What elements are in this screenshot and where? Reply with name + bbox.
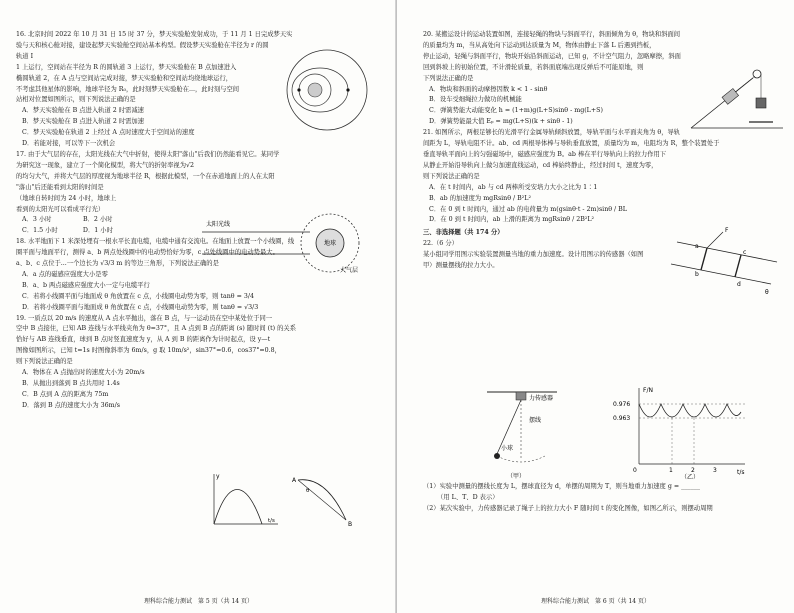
q16-option-b: B．梦天实验舱在 B 点进入轨道 2 时需加速 bbox=[22, 118, 145, 126]
tick-t3: 3 bbox=[713, 467, 717, 474]
q16-line: 站相对位置如图所示，则下列说法正确的是 bbox=[16, 96, 136, 104]
projectile-diagram bbox=[208, 470, 368, 530]
q22-part-1-note: （用 L、T、D 表示） bbox=[437, 493, 499, 501]
page-footer: 理科综合能力测试 第 6 页（共 14 页） bbox=[540, 598, 651, 605]
q20-option-a: A．物块和斜面的动摩擦因数 k < 1 - sinθ bbox=[429, 85, 548, 93]
q21-option-d: D．在 0 到 t 时间内，ab 上滑的距离为 mgRsinθ / 2B²L² bbox=[429, 216, 595, 224]
question-22-parts bbox=[423, 482, 781, 515]
force-F-label: F bbox=[725, 227, 729, 234]
rope-segment bbox=[735, 76, 755, 92]
q16-line: 椭圆轨道 2，在 A 点与空间站完成对接，梦天实验舱和空间站均绕地球运行， bbox=[16, 74, 233, 82]
q16-line: 验与天和核心舱对接，建设起梦天实验舱空间站基本构型。假设梦天实验舱在半径为 r 的圆轨道 I bbox=[16, 41, 269, 60]
q20-line: 回到斜坡上的初始位置，不计滑轮质量，若斜面底端出现反弹后不可能原地，则 bbox=[423, 63, 644, 71]
hanging-mass-M bbox=[756, 98, 766, 108]
right-page bbox=[397, 0, 794, 613]
q18-line: 圈平面与地面平行，测得 a、b 两点处线圈中的电动势恰好为零，c 点处线圈中的电动势最大。 bbox=[16, 249, 279, 257]
figure-yi-caption: （乙） bbox=[681, 474, 700, 480]
q18-option-b: B．a、b 两点磁感应强度大小一定与电缆平行 bbox=[22, 281, 150, 289]
tick-0976: 0.976 bbox=[613, 401, 631, 408]
y-t-curve bbox=[214, 490, 262, 525]
t-axis-label: t/s bbox=[268, 518, 275, 524]
q17-line: 为研究这一现象，建立了一个简化模型，将大气的折射率视为√2 bbox=[16, 161, 195, 169]
q21-option-b: B．ab 的加速度为 mgRsinθ / B²L² bbox=[429, 194, 532, 202]
q22-part-2: （2）某次实验中，力传感器记录了绳子上的拉力大小 F 随时间 t 的变化图像，如图乙所示，则摆动周期 bbox=[423, 504, 713, 512]
q19-line: 则下列说法正确的是 bbox=[16, 358, 73, 366]
point-b-label: B bbox=[348, 521, 353, 528]
rod-d-label: d bbox=[737, 281, 741, 288]
q17-option-d: D．1 小时 bbox=[82, 227, 113, 235]
q19-option-b: B．从抛出到落到 B 点共用时 1.4s bbox=[22, 380, 120, 387]
q19-line: 图像如图所示，已知 t=1s 时图像斜率为 6m/s，g 取 10m/s²，sin37°=0.6，cos37°=0.8， bbox=[16, 347, 281, 355]
tick-t1: 1 bbox=[669, 467, 673, 474]
tick-t2: 2 bbox=[691, 467, 695, 474]
q18-option-a: A．a 点的磁感应强度大小是零 bbox=[22, 270, 108, 278]
q20-line: 的质量均为 m，当从高处向下运动到达质量为 M，物体由静止下落 L 后遇到挡板， bbox=[423, 41, 656, 49]
q17-line: "落山"后还能看到太阳的时间是 bbox=[16, 183, 104, 191]
rod-c-label: c bbox=[743, 249, 747, 256]
force-curve bbox=[639, 404, 741, 417]
section-3-heading: 三、非选择题（共 174 分） bbox=[423, 229, 504, 237]
q19-line: 恰好与 AB 连线垂直，球到 B 点时竖直速度为 y，从 A 到 B 的距离作为计时起点，设 y—t bbox=[16, 336, 271, 344]
rod-a-label: a bbox=[695, 243, 699, 250]
incline-line bbox=[691, 78, 753, 128]
theta-label: θ bbox=[306, 488, 310, 494]
q18-line: 18. 水平地面下 1 米深处埋有一根水平长直电缆，电缆中通有交流电。在地面上放置一个小线圈，线 bbox=[16, 238, 295, 246]
line-label: 摆线 bbox=[529, 417, 542, 424]
incline-pulley-diagram bbox=[687, 56, 787, 136]
f-axis-label: F/N bbox=[643, 387, 653, 394]
q21-line: 间距为 L，导轨电阻不计。ab、cd 两根导体棒与导轨垂直放置，质量均为 m，电阻均为 R，整个装置处于 bbox=[423, 140, 720, 148]
theta-label: θ bbox=[765, 289, 769, 296]
rod-b-label: b bbox=[695, 271, 699, 278]
q16-option-c: C．梦天实验舱在轨道 2 上经过 A 点时速度大于空间站的速度 bbox=[22, 129, 195, 137]
rod-cd bbox=[735, 255, 741, 277]
rail-bottom bbox=[671, 264, 771, 284]
q20-option-c: C．弹簧势能大动能变化 h = (1+m)g(L+S)sinθ - mg(L+S) bbox=[429, 107, 603, 115]
q17-line: 的均匀大气，并将大气层的厚度视为地球半径 R，根据此模型，一个在赤道地面上的人在太阳 bbox=[16, 172, 275, 180]
point-b bbox=[297, 88, 300, 91]
question-19 bbox=[16, 314, 387, 412]
force-F-arrow bbox=[707, 232, 723, 248]
q21-line: 垂直导轨平面向上的匀强磁场中，磁感应强度为 B。ab 棒在平行导轨向上的拉力作用下 bbox=[423, 150, 667, 158]
q17-option-a: A．3 小时 bbox=[22, 216, 52, 224]
rod-ab bbox=[701, 248, 707, 270]
q21-option-a: A．在 t 时间内，ab 与 cd 两棒所受安培力大小之比为 1∶1 bbox=[429, 183, 598, 191]
sunlight-diagram bbox=[200, 210, 370, 276]
atmosphere-label: 大气层 bbox=[340, 267, 359, 274]
q18-line: a、b、c 点位于...一个边长为 √3/3 m 的等边三角形，下列说法正确的是 bbox=[16, 260, 219, 268]
q18-option-c: C．若将小线圈平面与地面成 θ 角放置在 c 点，小线圈电动势为零，则 tanθ = 3/4 bbox=[22, 292, 255, 300]
q16-line: 16. 北京时间 2022 年 10 月 31 日 15 时 37 分，梦天实验舱发射成功，于 11 月 1 日完成梦天实 bbox=[16, 31, 293, 38]
q19-option-a: A．物体在 A 点抛出时的速度大小为 20m/s bbox=[22, 369, 145, 377]
earth-icon bbox=[308, 83, 322, 97]
q21-line: 则下列说法正确的是 bbox=[423, 172, 480, 180]
q20-line: 下列说法正确的是 bbox=[423, 74, 474, 82]
q22-line: 甲）测量摆线的拉力大小。 bbox=[423, 262, 499, 270]
q20-option-b: B．设车受细绳拉力做功的机械能 bbox=[429, 96, 522, 104]
q21-line: 从静止开始沿导轨向上做匀加速直线运动，cd 棒始终静止，经过时间 t，速度为零， bbox=[423, 161, 658, 169]
q22-part-1: （1）实验中测量的摆线长度为 L，摆球直径为 d，单摆的周期为 T，则当地重力加速度 g = ______ bbox=[423, 483, 701, 490]
pendulum-diagram bbox=[467, 388, 577, 480]
q17-line: 17. 由于大气层的存在，太阳光线在大气中折射，使得太阳"落山"后我们仍然能看见它。某同学 bbox=[16, 150, 280, 158]
q17-option-c: C．1.5 小时 bbox=[22, 227, 58, 235]
sensor-label: 力传感器 bbox=[529, 395, 554, 402]
sunlight-label: 太阳光线 bbox=[206, 221, 231, 228]
q18-option-d: D．若将小线圈平面与地面成 θ 角放置在 c 点，小线圈电动势为零，则 tanθ = √3/3 bbox=[22, 303, 259, 311]
q17-line: 看到的太阳光可以看成平行光） bbox=[16, 205, 105, 213]
figure-jia-caption: （甲） bbox=[507, 473, 526, 480]
q16-option-d: D．若能对接，可以等下一次机会 bbox=[22, 140, 116, 148]
force-sensor-icon bbox=[516, 392, 526, 400]
q17-line: （地球自转时间为 24 小时，地球上 bbox=[16, 194, 117, 202]
q16-line: 1 上运行，空间站在半径为 R 的圆轨道 3 上运行，梦天实验舱在 B 点加速进入 bbox=[16, 63, 237, 71]
force-time-graph bbox=[605, 384, 755, 480]
q19-line: 空中 B 点接住，已知 AB 连线与水平线夹角为 θ=37°，且 A 点到 B 点的距离 (s) 随时间 (t) 的关系 bbox=[16, 325, 297, 333]
orbit-diagram bbox=[282, 44, 377, 134]
q22-line: 22.（6 分） bbox=[423, 240, 458, 248]
earth-label: 地球 bbox=[324, 240, 337, 247]
q22-line: 某小组同学用图示实验装置测量当地的重力加速度。设计用图示的传感器（如图 bbox=[423, 251, 644, 259]
tick-0963: 0.963 bbox=[613, 415, 631, 422]
q19-line: 19. 一质点以 20 m/s 的速度从 A 点水平抛出，落在 B 点，与一运动员在空中某处位于同一 bbox=[16, 314, 273, 322]
q21-line: 21. 如图所示，两根足够长的光滑平行金属导轨倾斜放置，导轨平面与水平面夹角为 θ，导轨 bbox=[423, 129, 681, 137]
q20-option-d: D．弹簧势能最大值 Eₚ = mg(L+S)(k + sinθ - 1) bbox=[429, 118, 573, 126]
ball-label: 小球 bbox=[501, 445, 514, 452]
rails-diagram bbox=[667, 222, 787, 300]
q19-option-c: C．B 点到 A 点的距离为 75m bbox=[22, 390, 109, 398]
q20-line: 停止运动，轻绳与斜面平行，物块开始沿斜面运动，已知 g，不计空气阻力，忽略摩擦，斜面 bbox=[423, 52, 681, 60]
point-a bbox=[346, 88, 349, 91]
q21-option-c: C．在 0 到 t 时间内，通过 ab 的电荷量为 m(gsinθ·t - 2m)sinθ / BL bbox=[429, 205, 627, 213]
q17-option-b: B．2 小时 bbox=[82, 216, 113, 224]
q16-option-a: A．梦天实验舱在 B 点进入轨道 2 时需减速 bbox=[22, 107, 144, 115]
q19-option-d: D．落到 B 点的速度大小为 36m/s bbox=[22, 401, 120, 409]
y-axis-label: y bbox=[216, 473, 220, 480]
q16-line: 不考虑其他星体的影响，地球半径为 R₀，此时刻梦天实验舱在...，此时刻与空间 bbox=[16, 85, 240, 93]
page-footer: 理科综合能力测试 第 5 页（共 14 页） bbox=[143, 598, 254, 605]
point-a-label: A bbox=[292, 477, 297, 484]
tick-t0: 0 bbox=[633, 467, 637, 474]
question-21 bbox=[423, 128, 782, 226]
rail-top bbox=[677, 242, 777, 262]
t-axis-label: t/s bbox=[737, 469, 745, 476]
q20-line: 20. 某搬运设计的运动装置如图，连接轻绳的物块与斜面平行，斜面倾角为 θ，物块和斜面间 bbox=[423, 31, 681, 38]
